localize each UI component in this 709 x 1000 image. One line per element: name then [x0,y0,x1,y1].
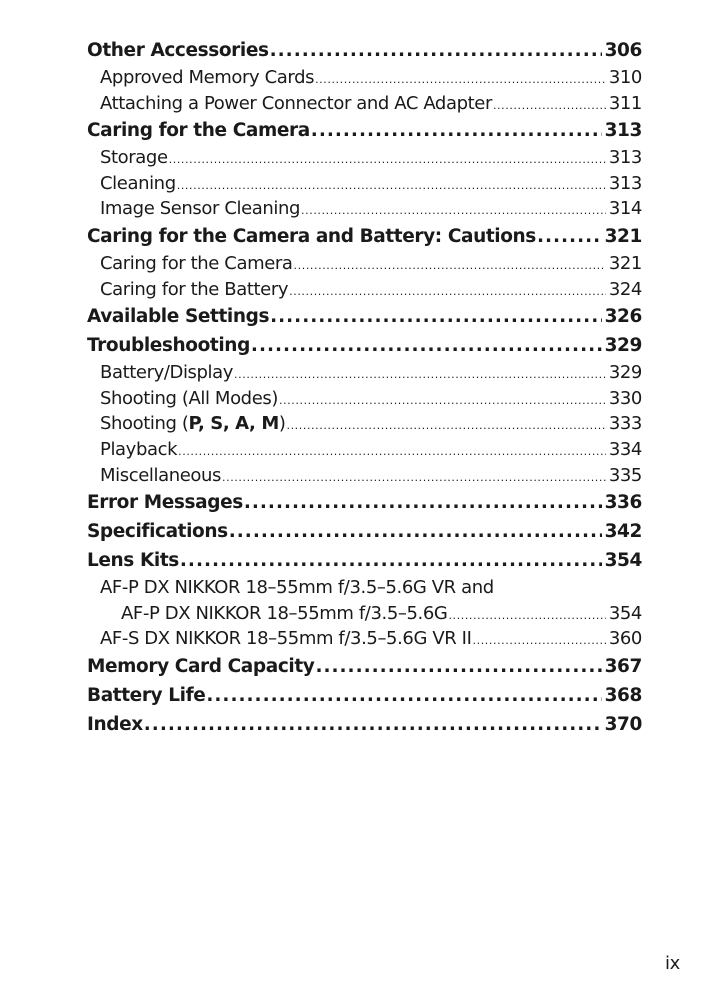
leader-dots [177,173,606,197]
toc-entry-shooting-psam[interactable] [87,411,642,437]
toc-entry-shooting-all-modes[interactable] [87,386,642,412]
toc-entry-page: 329 [608,362,642,384]
toc-entry-title: Miscellaneous [100,464,221,486]
toc-entry-miscellaneous[interactable] [87,463,642,489]
toc-entry-page: 321 [608,252,642,274]
toc-entry-title: Playback [100,438,178,460]
leader-dots [251,331,602,360]
leader-dots [493,93,606,117]
toc-entry-title: Approved Memory Cards [100,67,315,88]
toc-entry-title: Memory Card Capacity [87,655,315,677]
toc-entry-image-sensor-cleaning[interactable] [87,196,642,222]
toc-entry-page: 354 [604,550,642,572]
toc-entry-title: Battery Life [87,684,206,706]
page-number: ix [664,953,680,974]
toc-entry-page: 360 [608,628,642,650]
toc-entry-page: 367 [604,655,642,677]
toc-entry-available-settings[interactable] [87,302,642,331]
toc-entry-title: Caring for the Camera [87,120,310,142]
toc-entry-page: 314 [608,198,642,220]
toc-entry-page: 326 [604,306,642,328]
toc-entry-page: 334 [608,438,642,460]
leader-dots [289,279,606,303]
leader-dots [279,388,606,412]
toc-entry-cautions[interactable] [87,222,642,251]
leader-dots [244,488,602,517]
toc-entry-troubleshooting[interactable] [87,331,642,360]
toc-entry-title: AF-P DX NIKKOR 18–55mm f/3.5–5.6G VR and [100,577,494,599]
toc-entry-title: Shooting (All Modes) [100,387,278,409]
toc-entry-title: Troubleshooting [87,335,250,357]
toc-entry-title: Lens Kits [87,550,179,572]
toc-entry-index[interactable] [87,710,642,739]
toc-entry-page: 370 [604,713,642,735]
table-of-contents [87,36,642,739]
leader-dots [229,517,602,546]
toc-entry-page: 306 [604,40,642,61]
leader-dots [473,628,606,652]
toc-entry-page: 310 [608,67,642,88]
toc-entry-page: 313 [608,172,642,194]
toc-entry-title: Caring for the Camera [100,252,293,274]
toc-entry-page: 321 [604,225,642,247]
leader-dots [234,362,606,386]
toc-entry-page: 313 [608,147,642,169]
toc-entry-title: Caring for the Camera and Battery: Cautions [87,225,536,247]
toc-entry-battery-life[interactable] [87,681,642,710]
toc-entry-cleaning[interactable] [87,171,642,197]
leader-dots [169,147,606,171]
toc-entry-error-messages[interactable] [87,488,642,517]
leader-dots [180,546,602,575]
toc-entry-approved-memory-cards[interactable] [87,65,642,91]
leader-dots [537,222,602,251]
toc-entry-page: 330 [608,387,642,409]
toc-entry-page: 313 [604,120,642,142]
toc-entry-playback[interactable] [87,437,642,463]
leader-dots [448,603,605,627]
toc-entry-title: Other Accessories [87,40,269,61]
toc-entry-storage[interactable] [87,145,642,171]
toc-entry-battery-display[interactable] [87,360,642,386]
toc-entry-other-accessories[interactable] [87,36,642,65]
toc-entry-page: 342 [604,521,642,543]
toc-entry-title-suffix: ) [278,413,286,435]
leader-dots [315,652,601,681]
toc-entry-memory-card-capacity[interactable] [87,652,642,681]
toc-entry-caring-for-camera[interactable] [87,116,642,145]
toc-entry-title-modes: P, S, A, M [188,413,279,435]
toc-entry-page: 368 [604,684,642,706]
toc-entry-page: 311 [608,92,642,114]
leader-dots [286,413,605,437]
toc-entry-title: AF-S DX NIKKOR 18–55mm f/3.5–5.6G VR II [100,628,472,650]
toc-entry-title: Attaching a Power Connector and AC Adapter [100,92,492,114]
toc-entry-power-connector[interactable] [87,91,642,117]
leader-dots [301,198,606,222]
toc-entry-title: Battery/Display [100,362,234,384]
toc-entry-title: Caring for the Battery [100,278,289,300]
leader-dots [222,465,606,489]
leader-dots [311,116,602,145]
leader-dots [178,439,606,463]
toc-entry-title-prefix: Shooting ( [100,413,189,435]
toc-entry-lens-kits[interactable] [87,546,642,575]
toc-entry-af-s-lens[interactable] [87,626,642,652]
leader-dots [270,36,602,65]
leader-dots [294,253,606,277]
toc-entry-af-p-line1[interactable] [87,575,642,601]
toc-entry-title: Image Sensor Cleaning [100,198,301,220]
toc-entry-page: 336 [604,492,642,514]
leader-dots [144,710,602,739]
toc-entry-page: 333 [608,413,642,435]
toc-entry-page: 335 [608,464,642,486]
toc-entry-title: Specifications [87,521,228,543]
leader-dots [206,681,601,710]
toc-entry-title: Index [87,713,143,735]
toc-entry-title: Storage [100,147,168,169]
toc-entry-caring-camera-sub[interactable] [87,251,642,277]
toc-entry-specifications[interactable] [87,517,642,546]
toc-entry-title: Cleaning [100,172,176,194]
toc-entry-page: 324 [608,278,642,300]
toc-entry-caring-battery[interactable] [87,277,642,303]
toc-entry-title: AF-P DX NIKKOR 18–55mm f/3.5–5.6G [121,602,448,624]
toc-entry-title [100,411,285,437]
leader-dots [315,67,606,91]
toc-entry-title: Available Settings [87,306,270,328]
toc-entry-page: 354 [608,602,642,624]
toc-entry-title: Error Messages [87,492,243,514]
toc-entry-af-p-line2[interactable] [87,601,642,627]
leader-dots [270,302,602,331]
toc-entry-page: 329 [604,335,642,357]
